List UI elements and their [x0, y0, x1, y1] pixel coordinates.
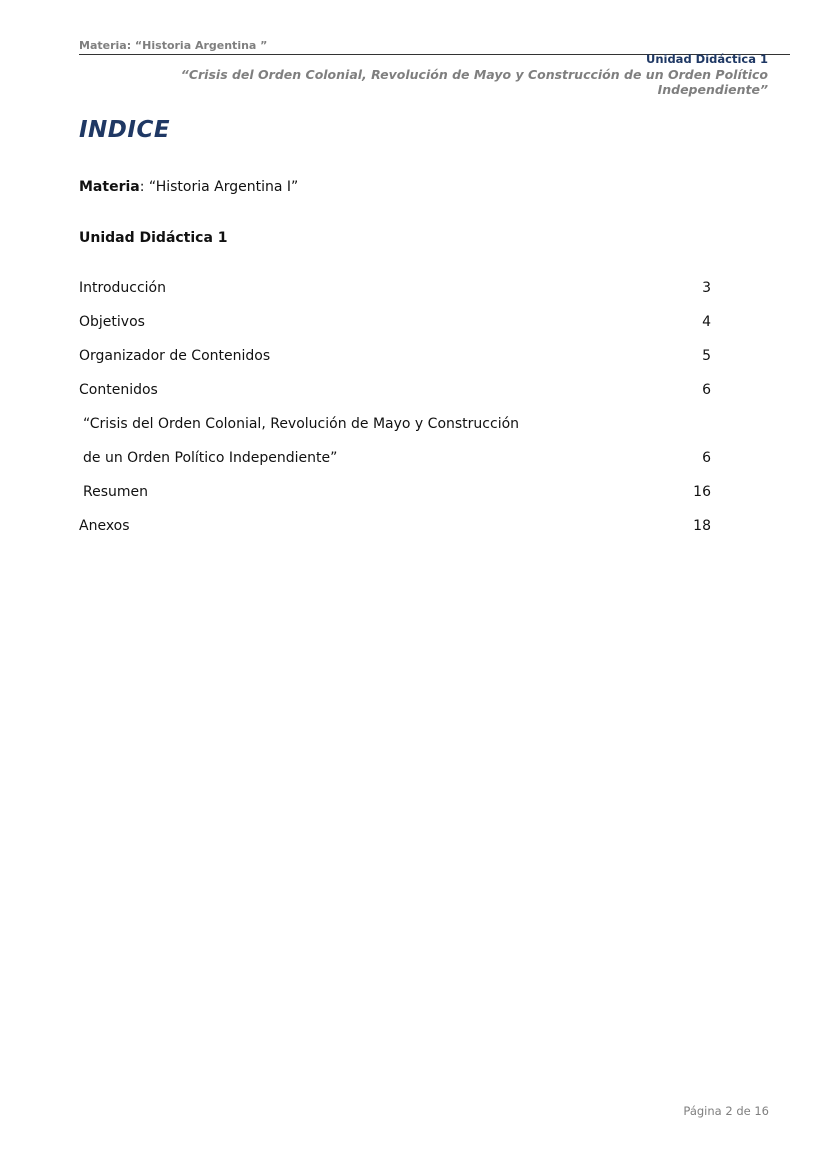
toc-entry[interactable] [79, 518, 711, 552]
toc-entry-label: Resumen [83, 484, 149, 500]
toc-entry-page: 3 [702, 280, 711, 296]
subject-value: : “Historia Argentina I” [139, 179, 299, 195]
toc-entry[interactable] [79, 416, 711, 450]
toc-entry-label: Objetivos [79, 314, 145, 330]
unit-heading: Unidad Didáctica 1 [79, 230, 228, 246]
page-number: Página 2 de 16 [683, 1104, 769, 1118]
toc-entry-page: 4 [702, 314, 711, 330]
toc-entry[interactable] [79, 382, 711, 416]
toc-entry[interactable] [79, 450, 711, 484]
toc-entry[interactable] [79, 314, 711, 348]
toc-entry-label: Anexos [79, 518, 130, 534]
toc-entry[interactable] [79, 484, 711, 518]
toc-entry-page: 6 [702, 450, 711, 466]
header-subject: Materia: “Historia Argentina ” [79, 39, 268, 52]
toc-entry-label: Introducción [79, 280, 166, 296]
toc-entry-label: Organizador de Contenidos [79, 348, 271, 364]
page-title: INDICE [79, 117, 171, 143]
toc-entry-page: 16 [693, 484, 711, 500]
header-unit: Unidad Didáctica 1 [645, 52, 768, 66]
toc-entry-label: “Crisis del Orden Colonial, Revolución de Mayo y Construcción [83, 416, 520, 432]
table-of-contents [79, 280, 711, 552]
subject-line [79, 179, 298, 195]
header-unit-title [148, 67, 768, 97]
header-unit-title-line2: Independiente” [657, 82, 768, 97]
toc-entry[interactable] [79, 280, 711, 314]
subject-label: Materia [79, 179, 140, 195]
toc-entry-label: Contenidos [79, 382, 158, 398]
toc-entry[interactable] [79, 348, 711, 382]
toc-entry-page: 18 [693, 518, 711, 534]
toc-entry-page: 5 [702, 348, 711, 364]
toc-entry-label: de un Orden Político Independiente” [83, 450, 338, 466]
header-unit-title-line1: “Crisis del Orden Colonial, Revolución de Mayo y Construcción de un Orden Político [180, 67, 768, 82]
toc-entry-page: 6 [702, 382, 711, 398]
